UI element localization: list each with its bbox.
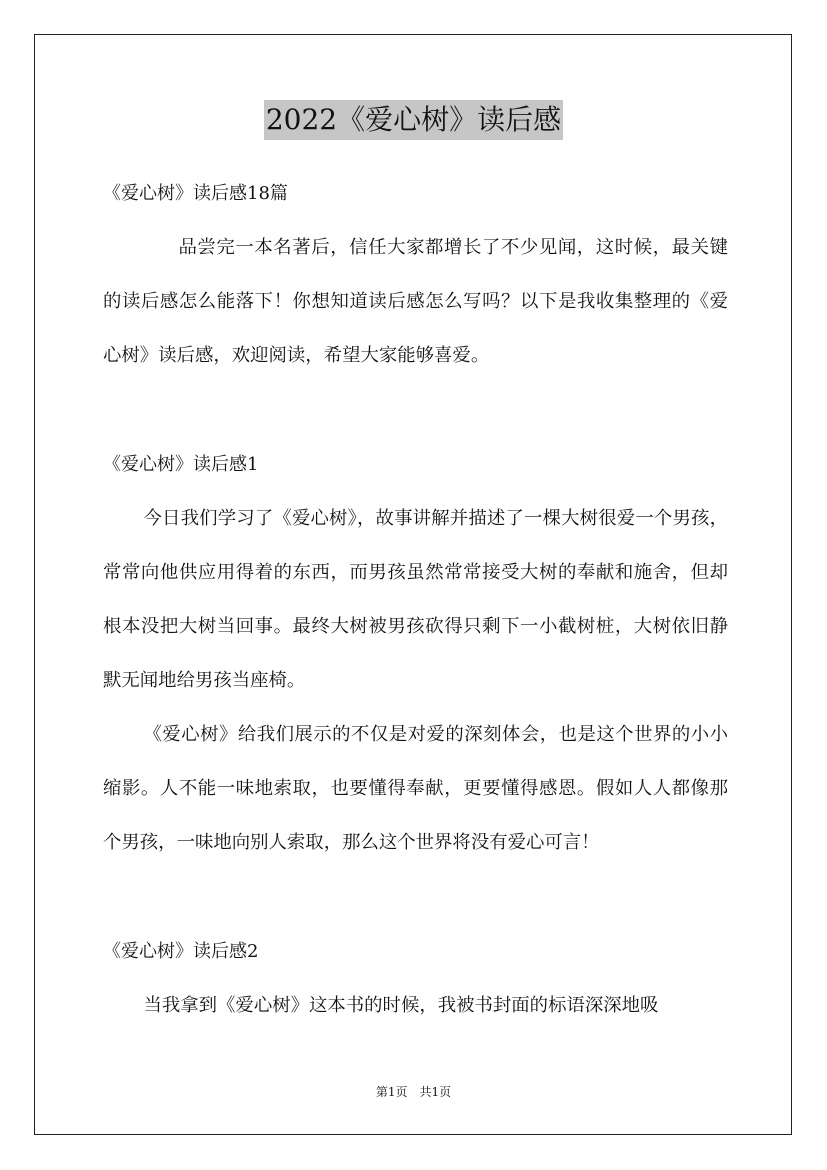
document-title-wrap (0, 100, 827, 140)
section-2-paragraph-1: 当我拿到《爱心树》这本书的时候，我被书封面的标语深深地吸 (143, 995, 659, 1016)
section-heading-1: 《爱心树》读后感1 (103, 454, 259, 475)
document-title: 2022《爱心树》读后感 (264, 100, 563, 140)
section-1-paragraph-1: 今日我们学习了《爱心树》，故事讲解并描述了一棵大树很爱一个男孩，常常向他供应用得着的东西，而男孩虽然常常接受大树的奉献和施舍，但却根本没把大树当回事。最终大树被男孩砍得只剩下一小截树桩，大树依旧静默无闻地给男孩当座椅。 (103, 508, 728, 691)
intro-paragraph: 品尝完一本名著后，信任大家都增长了不少见闻，这时候，最关键的读后感怎么能落下！你想知道读后感怎么写吗？以下是我收集整理的《爱心树》读后感，欢迎阅读，希望大家能够喜爱。 (103, 237, 728, 366)
page-number-footer: 第1页 共1页 (375, 1085, 452, 1099)
document-subtitle: 《爱心树》读后感18篇 (103, 183, 288, 204)
section-heading-2: 《爱心树》读后感2 (103, 941, 259, 962)
section-1-paragraph-2: 《爱心树》给我们展示的不仅是对爱的深刻体会，也是这个世界的小小缩影。人不能一味地索取，也要懂得奉献，更要懂得感恩。假如人人都像那个男孩，一味地向别人索取，那么这个世界将没有爱心可言！ (103, 724, 728, 853)
